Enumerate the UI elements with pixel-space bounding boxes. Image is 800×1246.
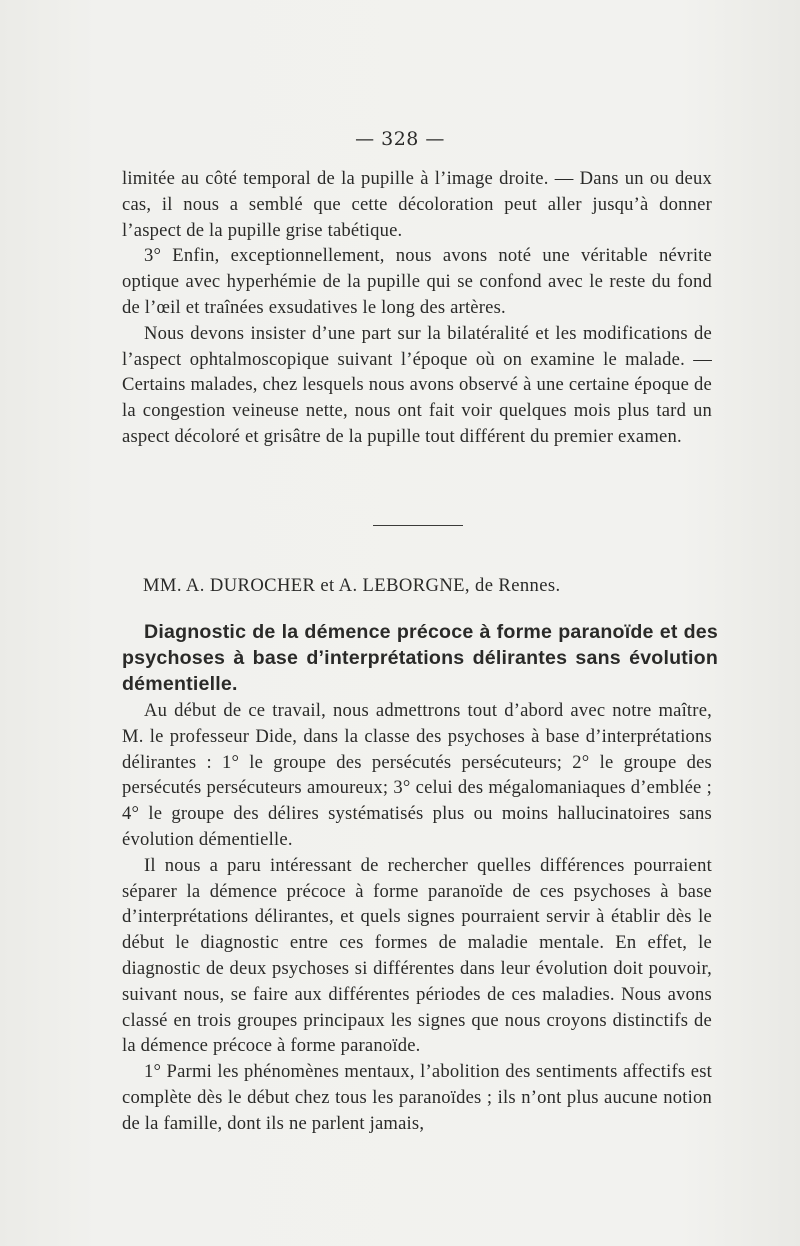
article-title <box>122 619 718 697</box>
paragraph: 1° Parmi les phénomènes mentaux, l’abolition des sentiments affectifs est complète dès le début chez tous les paranoïdes ; ils n’ont plus aucune notion de la famille, dont ils ne parlent jamais, <box>122 1061 712 1134</box>
paragraph: Nous devons insister d’une part sur la bilatéralité et les modifications de l’aspect ophtalmoscopique suivant l’époque où on examine le malade. — Certains malades, chez lesquels nous avons observé à une certaine époque de la congestion veineuse nette, nous ont fait voir quelques mois plus tard un aspect décoloré et grisâtre de la pupille tout différent du premier examen. <box>122 322 712 447</box>
paragraph: limitée au côté temporal de la pupille à l’image droite. — Dans un ou deux cas, il nous a semblé que cette décoloration peut aller jusqu’à donner l’aspect de la pupille grise tabétique. <box>122 168 712 241</box>
article-authors: MM. A. DUROCHER et A. LEBORGNE, de Rennes. <box>143 575 561 596</box>
text-block-continuation <box>122 166 712 450</box>
page-number-header: — 328 — <box>355 128 445 150</box>
section-divider <box>373 525 463 526</box>
paragraph: Au début de ce travail, nous admettrons tout d’abord avec notre maître, M. le professeur Dide, dans la classe des psychoses à base d’interprétations délirantes : 1° le groupe des persécutés persécuteurs; 2° le groupe des persécutés persécuteurs amoureux; 3° celui des mégalomaniaques d’emblée ; 4° le groupe des délires systématisés plus ou moins hallucinatoires sans évolution démentielle. <box>122 700 712 850</box>
article-title-text: Diagnostic de la démence précoce à forme paranoïde et des psychoses à base d’interprétations délirantes sans évolution démentielle. <box>122 621 718 695</box>
text-block-article <box>122 698 712 1137</box>
paragraph: 3° Enfin, exceptionnellement, nous avons noté une véritable névrite optique avec hyperhémie de la pupille qui se confond avec le reste du fond de l’œil et traînées exsudatives le long des artères. <box>122 245 712 318</box>
paragraph: Il nous a paru intéressant de rechercher quelles différences pourraient séparer la démence précoce à forme paranoïde de ces psychoses à base d’interprétations délirantes, et quels signes pourraient servir à établir dès le début le diagnostic entre ces formes de maladie mentale. En effet, le diagnostic de deux psychoses si différentes dans leur évolution doit pouvoir, suivant nous, se faire aux différentes périodes de ces maladies. Nous avons classé en trois groupes principaux les signes que nous croyons distinctifs de la démence précoce à forme paranoïde. <box>122 854 712 1057</box>
